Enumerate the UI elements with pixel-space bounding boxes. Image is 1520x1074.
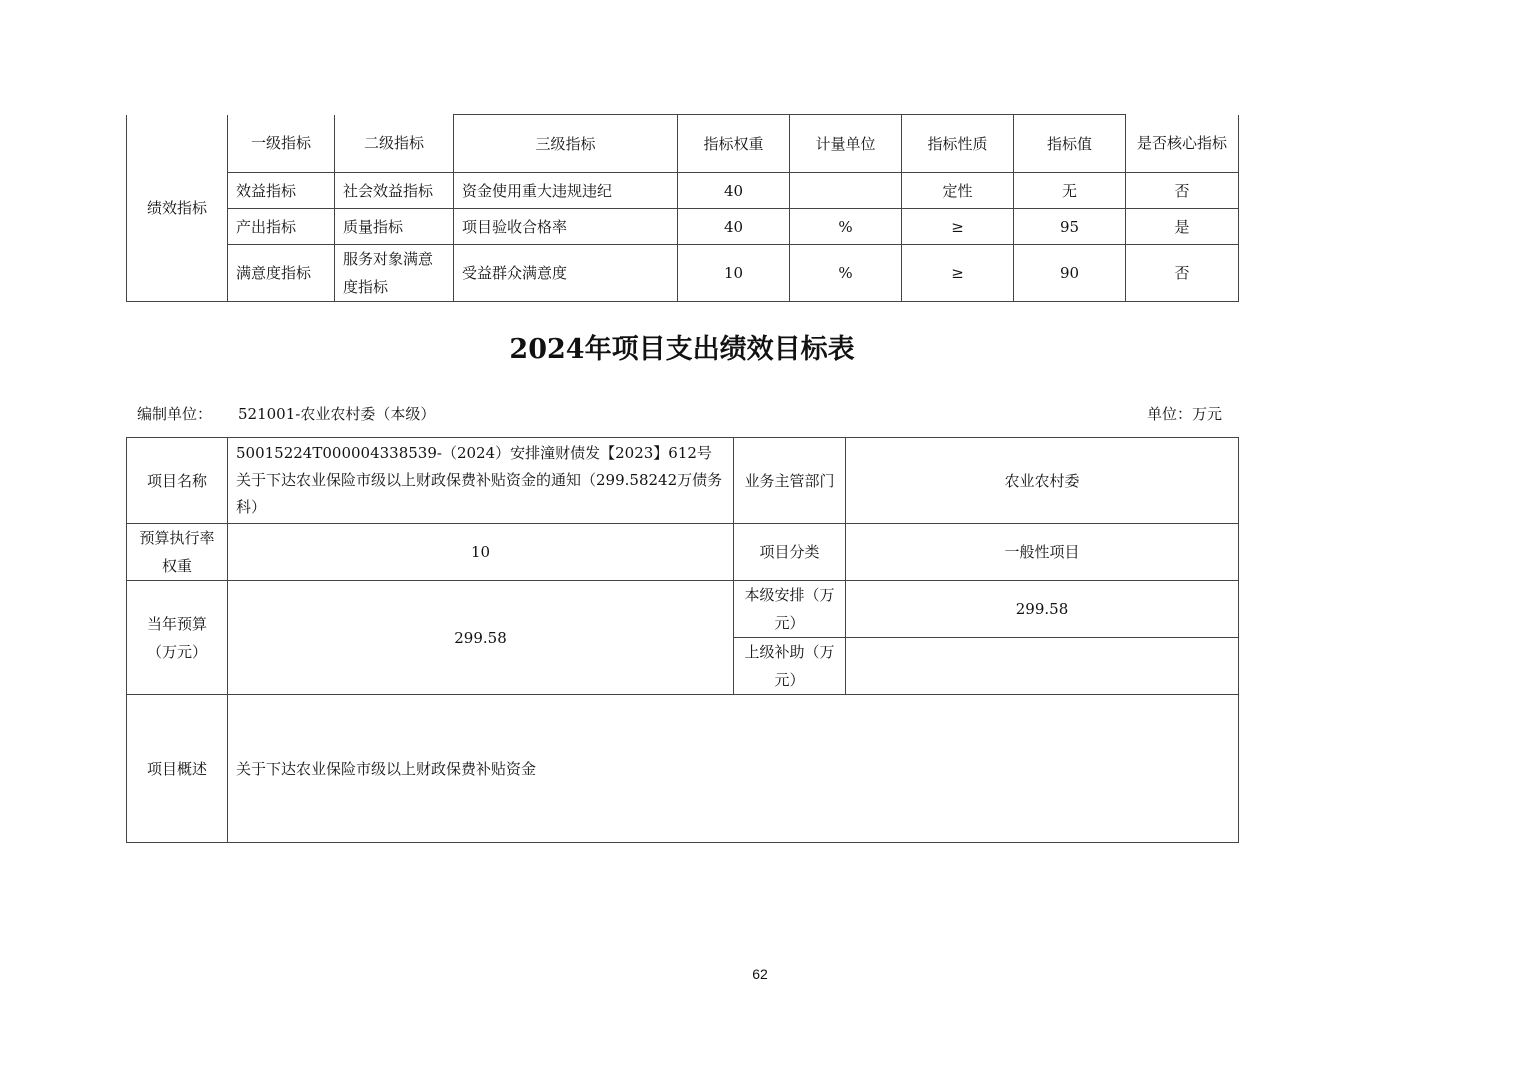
cell: 10 bbox=[678, 245, 790, 302]
project-info-table bbox=[126, 437, 1239, 843]
org-label: 编制单位： bbox=[137, 405, 213, 423]
header-core: 是否核心指标 bbox=[1126, 115, 1239, 173]
cell: 效益指标 bbox=[228, 173, 335, 209]
table-row bbox=[127, 209, 1239, 245]
budget-value: 299.58 bbox=[228, 581, 734, 695]
cell: 无 bbox=[1014, 173, 1126, 209]
header-level2: 二级指标 bbox=[335, 115, 454, 173]
table-row bbox=[127, 245, 1239, 302]
category-label: 项目分类 bbox=[734, 524, 846, 581]
header-weight: 指标权重 bbox=[678, 115, 790, 173]
cell: % bbox=[790, 245, 902, 302]
money-unit: 单位：万元 bbox=[1147, 405, 1223, 423]
org-value: 521001-农业农村委（本级） bbox=[238, 405, 436, 423]
exec-rate-value: 10 bbox=[228, 524, 734, 581]
cell: 质量指标 bbox=[335, 209, 454, 245]
cell: 40 bbox=[678, 209, 790, 245]
cell bbox=[790, 173, 902, 209]
table-row bbox=[127, 173, 1239, 209]
cell: 95 bbox=[1014, 209, 1126, 245]
header-nature: 指标性质 bbox=[902, 115, 1014, 173]
header-value: 指标值 bbox=[1014, 115, 1126, 173]
cell: 产出指标 bbox=[228, 209, 335, 245]
cell: 资金使用重大违规违纪 bbox=[454, 173, 678, 209]
page-number: 62 bbox=[752, 966, 768, 982]
cell: 满意度指标 bbox=[228, 245, 335, 302]
project-name-label: 项目名称 bbox=[127, 438, 228, 524]
summary-label: 项目概述 bbox=[127, 695, 228, 843]
project-name-value: 50015224T000004338539-（2024）安排潼财债发【2023】612号关于下达农业保险市级以上财政保费补贴资金的通知（299.58242万债务科） bbox=[228, 438, 734, 524]
budget-label: 当年预算（万元） bbox=[127, 581, 228, 695]
upper-value bbox=[846, 638, 1239, 695]
cell: ≥ bbox=[902, 209, 1014, 245]
cell: 社会效益指标 bbox=[335, 173, 454, 209]
exec-rate-label: 预算执行率权重 bbox=[127, 524, 228, 581]
header-unit: 计量单位 bbox=[790, 115, 902, 173]
cell: 90 bbox=[1014, 245, 1126, 302]
cell: 40 bbox=[678, 173, 790, 209]
cell: 受益群众满意度 bbox=[454, 245, 678, 302]
cell: 否 bbox=[1126, 245, 1239, 302]
performance-indicator-table bbox=[126, 114, 1239, 302]
header-level3: 三级指标 bbox=[454, 115, 678, 173]
cell: 项目验收合格率 bbox=[454, 209, 678, 245]
category-value: 一般性项目 bbox=[846, 524, 1239, 581]
local-label: 本级安排（万元） bbox=[734, 581, 846, 638]
cell: 服务对象满意度指标 bbox=[335, 245, 454, 302]
cell: 定性 bbox=[902, 173, 1014, 209]
cell: ≥ bbox=[902, 245, 1014, 302]
page-title: 2024年项目支出绩效目标表 bbox=[509, 334, 855, 365]
dept-label: 业务主管部门 bbox=[734, 438, 846, 524]
cell: 是 bbox=[1126, 209, 1239, 245]
upper-label: 上级补助（万元） bbox=[734, 638, 846, 695]
summary-value: 关于下达农业保险市级以上财政保费补贴资金 bbox=[228, 695, 1239, 843]
header-level1: 一级指标 bbox=[228, 115, 335, 173]
cell: % bbox=[790, 209, 902, 245]
dept-value: 农业农村委 bbox=[846, 438, 1239, 524]
local-value: 299.58 bbox=[846, 581, 1239, 638]
cell: 否 bbox=[1126, 173, 1239, 209]
section-label: 绩效指标 bbox=[127, 115, 228, 302]
